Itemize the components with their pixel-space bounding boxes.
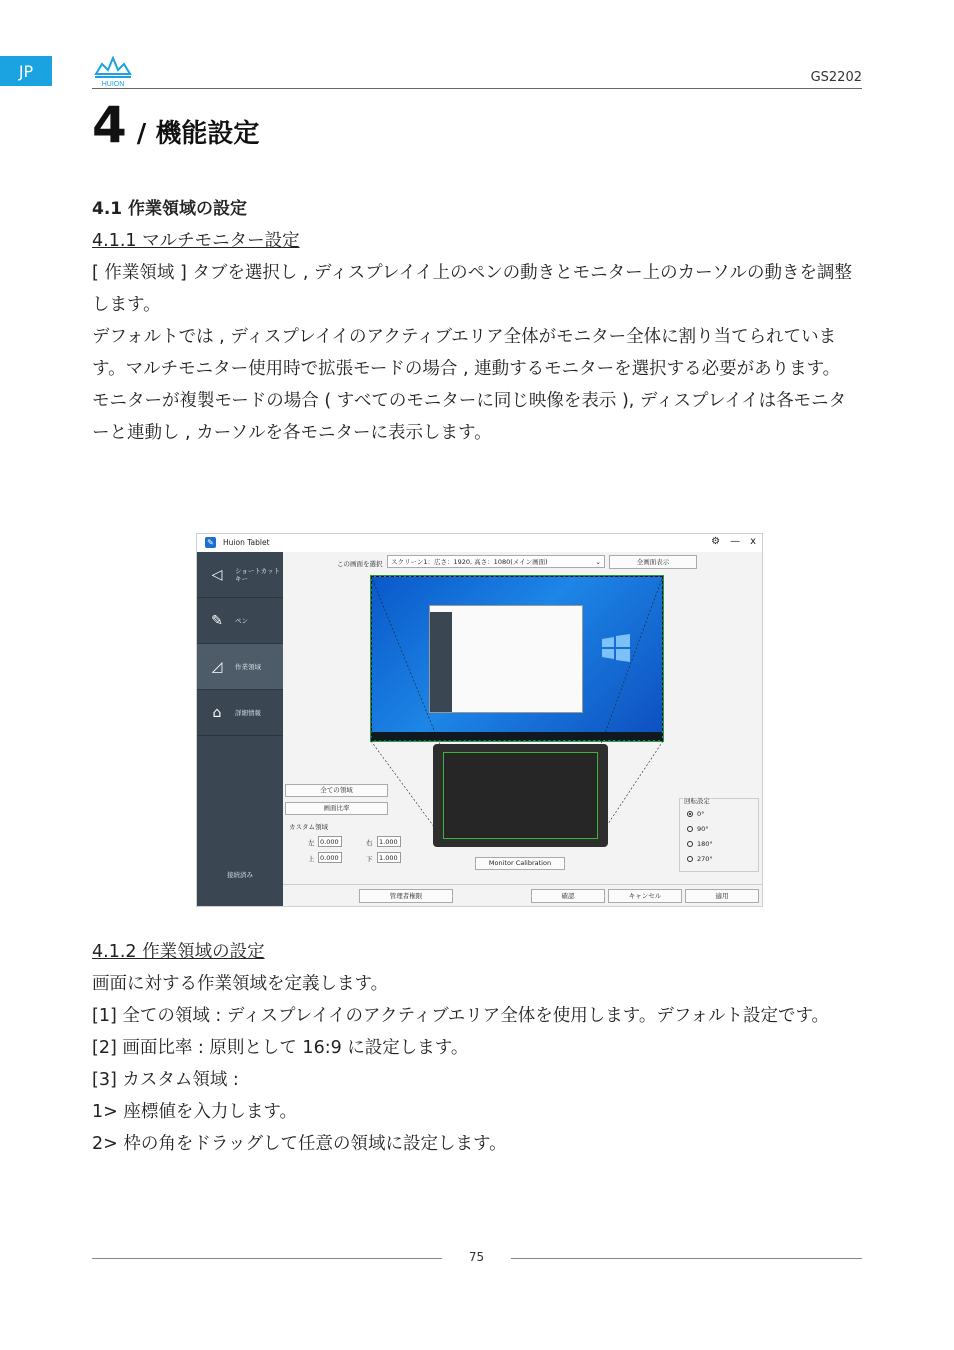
nav-label: ペン <box>235 616 248 625</box>
ok-button[interactable]: 確認 <box>531 889 605 903</box>
model-name: GS2202 <box>810 70 862 85</box>
tablet-work-area[interactable] <box>443 752 598 839</box>
app-title: Huion Tablet <box>223 538 270 547</box>
radio-label: 180° <box>697 840 713 848</box>
settings-icon[interactable]: ⚙ <box>711 536 721 547</box>
radio-label: 270° <box>697 855 713 863</box>
screen-select-value: スクリーン1：広さ：1920, 高さ：1080(メイン画面) <box>391 558 548 566</box>
bottom-label: 下 <box>366 855 373 863</box>
section-4-1-2 <box>92 936 862 1160</box>
nav-label: 詳細情報 <box>235 708 261 717</box>
footer-divider-right <box>511 1258 862 1259</box>
apply-button[interactable]: 適用 <box>685 889 759 903</box>
mapping-lines <box>197 534 762 906</box>
home-icon: ⌂ <box>212 704 222 721</box>
paragraph: モニターが複製モードの場合 ( すべてのモニターに同じ映像を表示 ), ディスプレイイは各モニターと連動し , カーソルを各モニターに表示します。 <box>92 391 847 443</box>
chapter-heading <box>92 96 260 154</box>
radio-label: 90° <box>697 825 709 833</box>
subsection-title: 4.1.1 マルチモニター設定 <box>92 231 300 251</box>
paragraph: 1> 座標値を入力します。 <box>92 1102 297 1122</box>
rotation-90[interactable] <box>687 825 709 833</box>
nav-label: 作業領域 <box>235 662 261 671</box>
page-number: 75 <box>468 1250 485 1264</box>
language-tab: JP <box>0 56 52 86</box>
connection-status: 接続済み <box>227 871 253 879</box>
left-label: 左 <box>308 839 315 847</box>
minimize-icon[interactable]: — <box>730 536 741 547</box>
custom-area-label: カスタム領域 <box>289 823 328 831</box>
logo-text: HUION <box>101 81 125 88</box>
rotation-title: 回転設定 <box>684 797 710 805</box>
tablet-preview <box>433 744 608 847</box>
radio-selected-icon <box>687 811 693 817</box>
admin-button[interactable]: 管理者権限 <box>359 889 453 903</box>
paragraph: 2> 枠の角をドラッグして任意の領域に設定します。 <box>92 1134 507 1154</box>
aspect-ratio-button[interactable]: 画面比率 <box>285 802 388 815</box>
huion-logo <box>92 54 134 88</box>
app-screenshot <box>196 533 763 907</box>
top-field[interactable]: 0.000 <box>318 852 342 863</box>
chapter-number: 4 <box>92 96 127 154</box>
radio-icon <box>687 841 693 847</box>
paragraph: [ 作業領域 ] タブを選択し , ディスプレイイ上のペンの動きとモニター上のカーソルの動きを調整します。 <box>92 263 852 315</box>
paragraph: [1] 全ての領域 : ディスプレイイのアクティブエリア全体を使用します。デフォルト設定です。 <box>92 1006 830 1026</box>
top-label: 上 <box>308 855 315 863</box>
paragraph: 画面に対する作業領域を定義します。 <box>92 974 389 994</box>
paragraph: [2] 画面比率 : 原則として 16:9 に設定します。 <box>92 1038 469 1058</box>
radio-icon <box>687 856 693 862</box>
pen-icon: ✎ <box>211 612 223 629</box>
paragraph: [3] カスタム領域 : <box>92 1070 239 1090</box>
header-divider <box>92 88 862 89</box>
paragraph: デフォルトでは , ディスプレイイのアクティブエリア全体がモニター全体に割り当てられています。マルチモニター使用時で拡張モードの場合 , 連動するモニターを選択する必要があります。 <box>92 327 841 379</box>
footer-divider-left <box>92 1258 442 1259</box>
triangle-ruler-icon: ◿ <box>211 658 223 675</box>
send-icon: ◁ <box>211 566 223 583</box>
rotation-180[interactable] <box>687 840 713 848</box>
radio-label: 0° <box>697 810 705 818</box>
rotation-270[interactable] <box>687 855 713 863</box>
right-label: 右 <box>366 839 373 847</box>
chevron-down-icon: ⌄ <box>595 558 601 566</box>
rotation-0[interactable] <box>687 810 704 818</box>
radio-icon <box>687 826 693 832</box>
left-field[interactable]: 0.000 <box>318 836 342 847</box>
right-field[interactable]: 1.000 <box>377 836 401 847</box>
footer-divider <box>283 884 762 885</box>
close-icon[interactable]: x <box>750 536 756 547</box>
subsection-title: 4.1.2 作業領域の設定 <box>92 942 265 962</box>
nav-label: ショートカットキー <box>235 566 281 583</box>
bottom-field[interactable]: 1.000 <box>377 852 401 863</box>
section-4-1 <box>92 193 862 449</box>
chapter-title: / 機能設定 <box>136 119 260 149</box>
monitor-calibration-button[interactable]: Monitor Calibration <box>475 857 565 870</box>
section-title: 4.1 作業領域の設定 <box>92 199 248 219</box>
all-area-button[interactable]: 全ての領域 <box>285 784 388 797</box>
fullscreen-button[interactable]: 全画面表示 <box>609 555 697 569</box>
screen-select-label: この画面を選択 <box>337 560 383 568</box>
cancel-button[interactable]: キャンセル <box>608 889 682 903</box>
app-icon: ✎ <box>205 537 216 548</box>
